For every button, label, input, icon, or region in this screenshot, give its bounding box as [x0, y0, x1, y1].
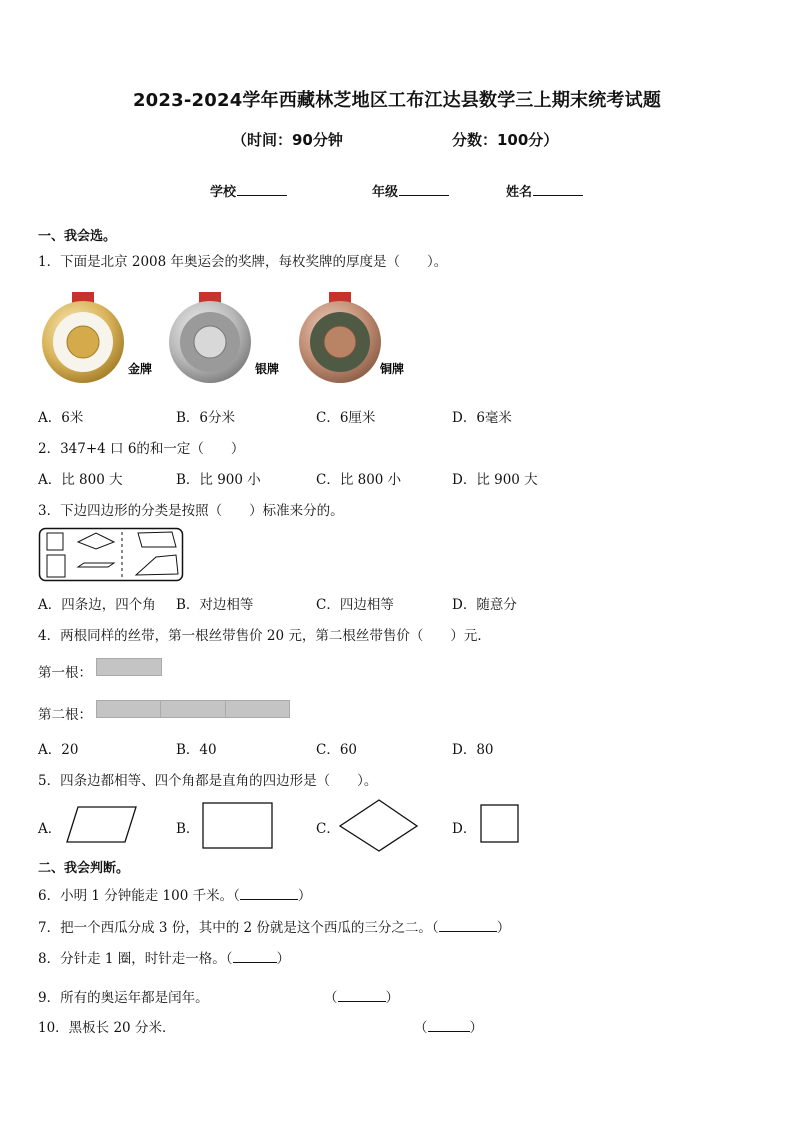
answer-blank-8[interactable] [233, 950, 277, 963]
q1-option-a[interactable]: A．6米 [38, 410, 84, 426]
medal-label-gold: 金牌 [128, 362, 153, 376]
silver-medal-icon [169, 292, 251, 383]
question-2: 2．347+4 口 6的和一定（ ） [38, 441, 245, 457]
exam-time: （时间：90分钟 [232, 131, 343, 149]
answer-blank-10[interactable] [428, 1019, 470, 1032]
answer-blank-7[interactable] [439, 919, 497, 932]
q4-option-c[interactable]: C．60 [316, 742, 358, 758]
q5-option-d[interactable]: D． [452, 821, 477, 837]
medal-label-silver: 银牌 [255, 362, 280, 376]
ribbon-1-label: 第一根： [38, 665, 92, 681]
question-8: 8．分针走 1 圈，时针走一格。（ ） [38, 951, 291, 967]
question-7: 7．把一个西瓜分成 3 份，其中的 2 份就是这个西瓜的三分之二。（ ） [38, 920, 511, 936]
q3-option-c[interactable]: C．四边相等 [316, 597, 394, 613]
ribbon-2-segment [96, 700, 161, 718]
answer-blank-6[interactable] [240, 887, 298, 900]
question-4: 4．两根同样的丝带，第一根丝带售价 20 元，第二根丝带售价（ ）元． [38, 628, 491, 644]
q1-option-d[interactable]: D．6毫米 [452, 410, 512, 426]
q5-option-b[interactable]: B． [176, 821, 200, 837]
answer-bracket-10: （ ） [414, 1020, 483, 1036]
q4-option-a[interactable]: A．20 [38, 742, 79, 758]
q3-option-d[interactable]: D．随意分 [452, 597, 517, 613]
ribbon-1-bar [96, 658, 162, 676]
rectangle-shape [202, 802, 274, 850]
question-6: 6．小明 1 分钟能走 100 千米。（ ） [38, 888, 312, 904]
ribbon-2-segment [225, 700, 290, 718]
grade-field[interactable] [372, 181, 449, 200]
page-title: 2023-2024学年西藏林芝地区工布江达县数学三上期末统考试题 [132, 90, 662, 111]
q3-option-a[interactable]: A．四条边，四个角 [38, 597, 156, 613]
q2-option-a[interactable]: A．比 800 大 [38, 472, 123, 488]
q5-option-a[interactable]: A． [38, 821, 62, 837]
square-shape [480, 804, 520, 844]
question-1: 1．下面是北京 2008 年奥运会的奖牌，每枚奖牌的厚度是（ ）。 [38, 254, 448, 270]
q2-option-c[interactable]: C．比 800 小 [316, 472, 402, 488]
gold-medal-icon [42, 292, 124, 383]
section-2-title: 二、我会判断。 [38, 861, 130, 876]
parallelogram-shape [66, 806, 138, 844]
question-10: 10．黑板长 20 分米． [38, 1020, 176, 1036]
school-field[interactable] [210, 181, 287, 200]
section-1-title: 一、我会选。 [38, 229, 117, 244]
quadrilateral-classification-figure [38, 527, 186, 583]
ribbon-2-segment [160, 700, 226, 718]
medals-image [36, 290, 416, 390]
bronze-medal-icon [299, 292, 381, 383]
q1-option-b[interactable]: B．6分米 [176, 410, 236, 426]
q1-option-c[interactable]: C．6厘米 [316, 410, 376, 426]
q3-option-b[interactable]: B．对边相等 [176, 597, 254, 613]
answer-blank-9[interactable] [338, 989, 386, 1002]
answer-bracket-9: （ ） [324, 990, 399, 1006]
name-label: 姓名 [506, 185, 533, 200]
school-label: 学校 [210, 185, 237, 200]
question-3: 3．下边四边形的分类是按照（ ）标准来分的。 [38, 503, 344, 519]
name-field[interactable] [506, 181, 583, 200]
q2-option-b[interactable]: B．比 900 小 [176, 472, 261, 488]
question-9: 9．所有的奥运年都是闰年。 [38, 990, 209, 1006]
medal-label-bronze: 铜牌 [380, 362, 405, 376]
q2-option-d[interactable]: D．比 900 大 [452, 472, 538, 488]
exam-score: 分数：100分） [452, 131, 559, 149]
grade-label: 年级 [372, 185, 399, 200]
rhombus-shape [339, 799, 419, 853]
q4-option-d[interactable]: D．80 [452, 742, 494, 758]
q4-option-b[interactable]: B．40 [176, 742, 217, 758]
question-5: 5．四条边都相等、四个角都是直角的四边形是（ ）。 [38, 773, 378, 789]
ribbon-2-label: 第二根： [38, 707, 92, 723]
q5-option-c[interactable]: C． [316, 821, 340, 837]
